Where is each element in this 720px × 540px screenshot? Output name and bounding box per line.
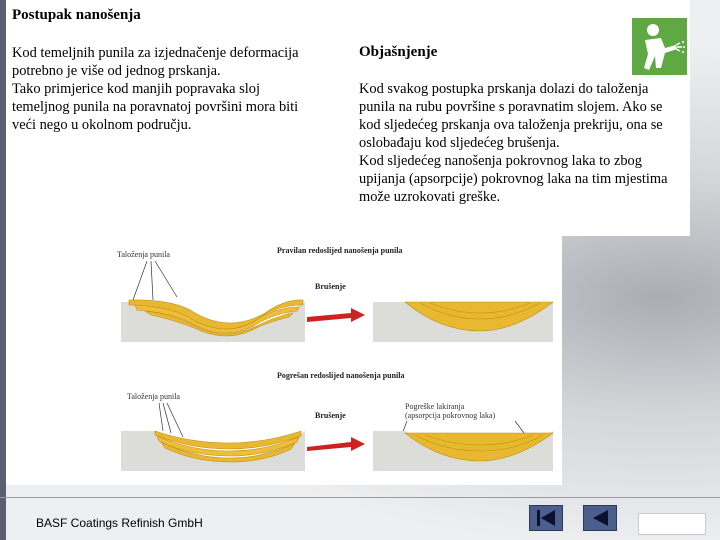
spray-painter-icon — [632, 18, 687, 75]
bottom-sanding-arrow — [307, 437, 365, 451]
paint-defects-note: (apsorpcija pokrovnog laka) — [405, 411, 496, 420]
left-paragraph: Kod temeljnih punila za izjednačenje deformacija potrebno je više od jednog prskanja. Tako primjerice kod manjih popravaka sloj temeljnog punila na poravnatoj površini mora biti veći nego u okolnom području. — [12, 45, 299, 133]
company-name: BASF Coatings Refinish GmbH — [36, 516, 203, 530]
top-sanding-arrow — [307, 308, 365, 322]
back-arrow-icon — [584, 506, 616, 530]
top-sanding-label: Brušenje — [315, 282, 346, 291]
footer-divider — [0, 497, 720, 498]
top-after-sanding — [373, 302, 553, 342]
bottom-deposits-label: Taloženja punila — [127, 392, 180, 401]
previous-slide-button[interactable] — [583, 505, 617, 531]
bottom-leader-lines — [159, 403, 527, 437]
spray-painter-logo — [632, 18, 687, 75]
bottom-after-sanding — [373, 431, 553, 471]
bottom-heading: Pogrešan redoslijed nanošenja punila — [277, 371, 405, 380]
first-slide-button[interactable] — [529, 505, 563, 531]
top-leader-lines — [133, 261, 177, 300]
slide-title: Postupak nanošenja — [12, 7, 141, 23]
explanation-paragraph: Kod svakog postupka prskanja dolazi do taloženja punila na rubu površine s poravnatim slojem. Ako se kod sljedećeg prskanja ova taloženja prekriju, ona se oslobađaju kod sljedećeg brušenja. Kod sljedećeg nanošenja pokrovnog laka to zbog upijanja (apsorpcije) pokrovnog laka na tim mjestima može uzrokovati greške. — [359, 81, 668, 205]
nav-placeholder — [638, 513, 706, 535]
filler-diagram — [115, 237, 560, 485]
paint-defects-label: Pogreške lakiranja — [405, 402, 465, 411]
top-before-sanding — [121, 300, 305, 342]
bottom-before-sanding — [121, 431, 305, 471]
skip-to-first-icon — [530, 506, 562, 530]
bottom-sanding-label: Brušenje — [315, 411, 346, 420]
top-heading: Pravilan redoslijed nanošenja punila — [277, 246, 403, 255]
top-deposits-label: Taloženja punila — [117, 250, 170, 259]
explanation-heading: Objašnjenje — [359, 44, 438, 60]
